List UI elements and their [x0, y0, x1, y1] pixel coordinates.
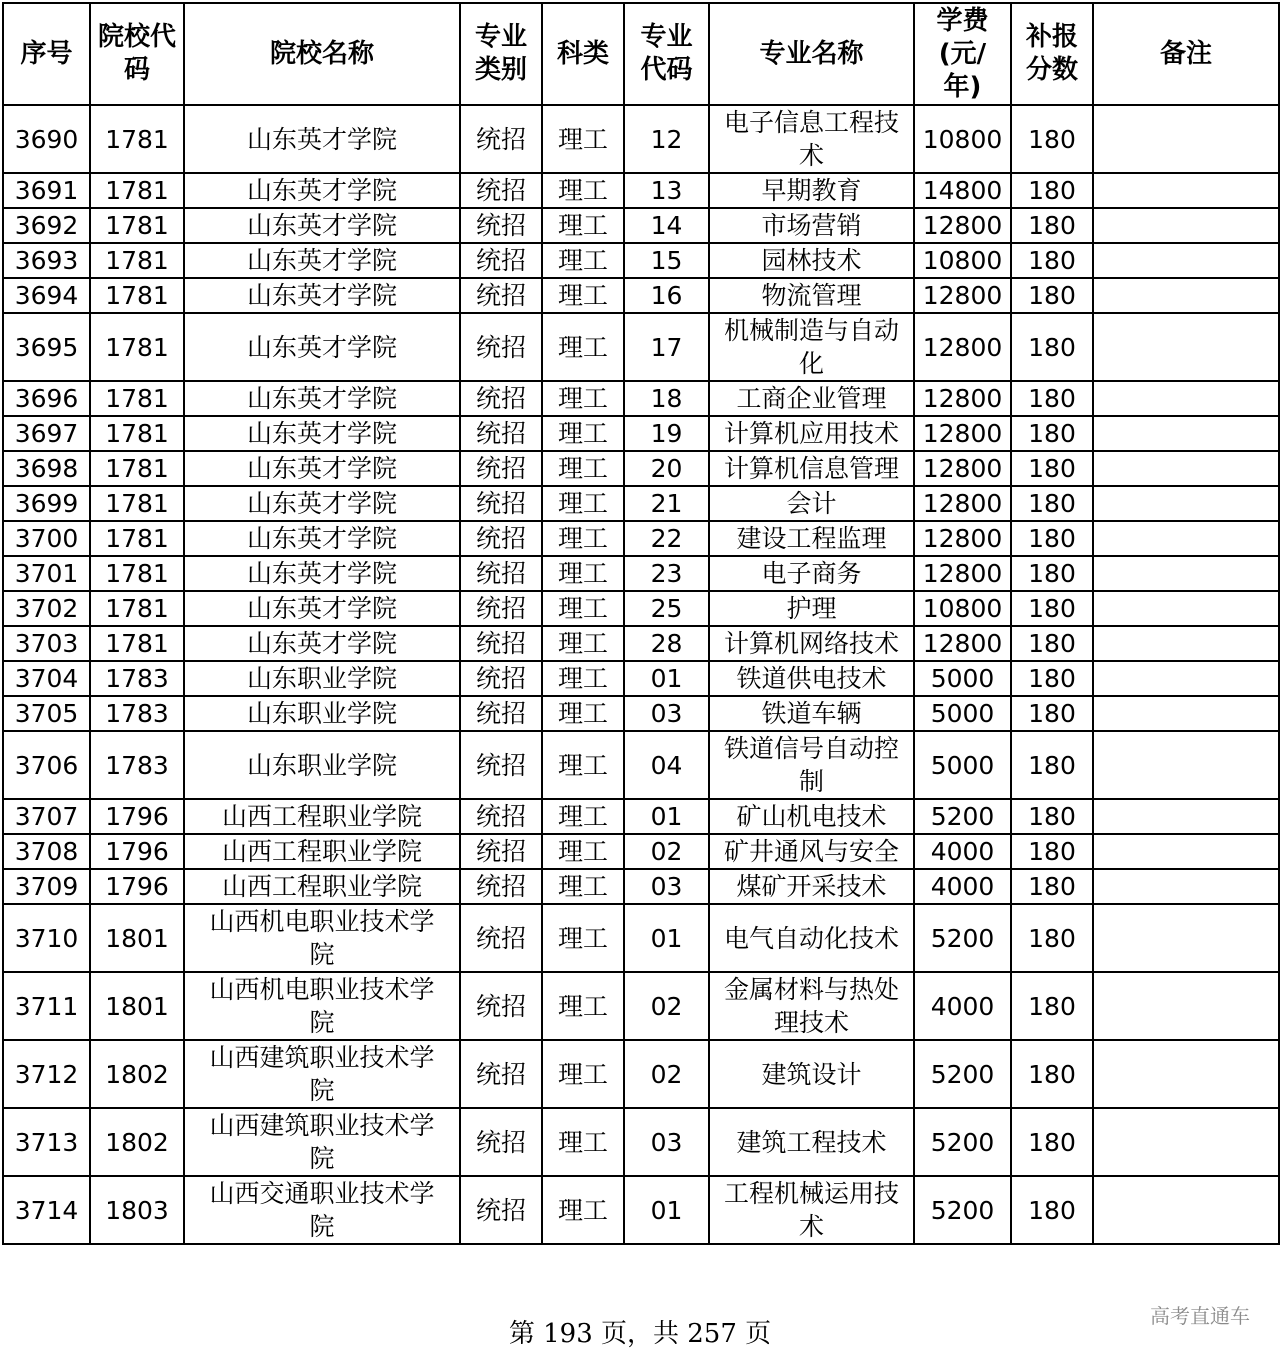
table-row: [3, 381, 1279, 416]
cell-major-name: 会计: [709, 486, 914, 521]
cell-school-code: 1781: [90, 626, 184, 661]
cell-subject: 理工: [542, 1176, 624, 1244]
cell-major-name: 电子信息工程技术: [709, 105, 914, 173]
cell-major-name: 矿山机电技术: [709, 799, 914, 834]
cell-category: 统招: [460, 486, 542, 521]
table-row: [3, 173, 1279, 208]
cell-school-name: 山西工程职业学院: [184, 869, 460, 904]
table-row: [3, 626, 1279, 661]
cell-remark: [1093, 521, 1279, 556]
cell-category: 统招: [460, 731, 542, 799]
cell-subject: 理工: [542, 799, 624, 834]
cell-subject: 理工: [542, 105, 624, 173]
table-row: [3, 1176, 1279, 1244]
cell-remark: [1093, 1176, 1279, 1244]
cell-tuition: 5000: [914, 731, 1011, 799]
cell-major-name: 矿井通风与安全: [709, 834, 914, 869]
cell-major-name: 工商企业管理: [709, 381, 914, 416]
table-row: [3, 486, 1279, 521]
table-row: [3, 243, 1279, 278]
cell-school-name: 山东职业学院: [184, 731, 460, 799]
cell-score: 180: [1011, 626, 1093, 661]
cell-seq: 3713: [3, 1108, 90, 1176]
cell-score: 180: [1011, 834, 1093, 869]
cell-major-code: 01: [624, 799, 709, 834]
header-major-name: 专业名称: [709, 3, 914, 105]
cell-tuition: 12800: [914, 208, 1011, 243]
header-school-name: 院校名称: [184, 3, 460, 105]
cell-school-code: 1781: [90, 556, 184, 591]
cell-category: 统招: [460, 799, 542, 834]
table-row: [3, 904, 1279, 972]
cell-school-name: 山西建筑职业技术学院: [184, 1040, 460, 1108]
cell-school-code: 1781: [90, 105, 184, 173]
cell-major-code: 02: [624, 834, 709, 869]
header-subject: 科类: [542, 3, 624, 105]
cell-subject: 理工: [542, 556, 624, 591]
cell-school-code: 1783: [90, 696, 184, 731]
cell-major-code: 28: [624, 626, 709, 661]
cell-remark: [1093, 278, 1279, 313]
cell-major-code: 04: [624, 731, 709, 799]
cell-major-name: 建筑工程技术: [709, 1108, 914, 1176]
cell-remark: [1093, 381, 1279, 416]
cell-category: 统招: [460, 834, 542, 869]
cell-category: 统招: [460, 521, 542, 556]
cell-seq: 3699: [3, 486, 90, 521]
cell-subject: 理工: [542, 451, 624, 486]
cell-major-name: 电子商务: [709, 556, 914, 591]
cell-score: 180: [1011, 731, 1093, 799]
cell-remark: [1093, 591, 1279, 626]
cell-major-name: 计算机网络技术: [709, 626, 914, 661]
cell-school-name: 山东英才学院: [184, 173, 460, 208]
table-row: [3, 313, 1279, 381]
cell-major-code: 21: [624, 486, 709, 521]
cell-school-name: 山西机电职业技术学院: [184, 904, 460, 972]
cell-category: 统招: [460, 173, 542, 208]
cell-school-name: 山西工程职业学院: [184, 799, 460, 834]
cell-major-code: 18: [624, 381, 709, 416]
cell-remark: [1093, 1040, 1279, 1108]
table-row: [3, 208, 1279, 243]
table-row: [3, 661, 1279, 696]
cell-school-name: 山东英才学院: [184, 556, 460, 591]
cell-subject: 理工: [542, 173, 624, 208]
cell-seq: 3710: [3, 904, 90, 972]
cell-remark: [1093, 834, 1279, 869]
cell-major-code: 02: [624, 972, 709, 1040]
cell-major-code: 01: [624, 904, 709, 972]
table-row: [3, 1108, 1279, 1176]
cell-major-code: 23: [624, 556, 709, 591]
cell-remark: [1093, 799, 1279, 834]
cell-category: 统招: [460, 243, 542, 278]
cell-school-code: 1781: [90, 521, 184, 556]
cell-remark: [1093, 416, 1279, 451]
cell-subject: 理工: [542, 208, 624, 243]
cell-school-name: 山东职业学院: [184, 661, 460, 696]
cell-tuition: 12800: [914, 416, 1011, 451]
cell-category: 统招: [460, 208, 542, 243]
cell-remark: [1093, 626, 1279, 661]
cell-major-name: 计算机应用技术: [709, 416, 914, 451]
cell-school-code: 1781: [90, 173, 184, 208]
cell-category: 统招: [460, 626, 542, 661]
cell-score: 180: [1011, 1176, 1093, 1244]
cell-school-name: 山东英才学院: [184, 278, 460, 313]
header-score: 补报分数: [1011, 3, 1093, 105]
cell-tuition: 12800: [914, 626, 1011, 661]
cell-major-name: 铁道信号自动控制: [709, 731, 914, 799]
cell-seq: 3697: [3, 416, 90, 451]
cell-major-name: 园林技术: [709, 243, 914, 278]
cell-tuition: 10800: [914, 105, 1011, 173]
cell-school-code: 1781: [90, 278, 184, 313]
cell-category: 统招: [460, 278, 542, 313]
table-row: [3, 278, 1279, 313]
cell-school-code: 1796: [90, 869, 184, 904]
cell-subject: 理工: [542, 243, 624, 278]
cell-school-code: 1796: [90, 834, 184, 869]
cell-school-name: 山东英才学院: [184, 243, 460, 278]
cell-school-name: 山东英才学院: [184, 521, 460, 556]
cell-seq: 3712: [3, 1040, 90, 1108]
cell-category: 统招: [460, 661, 542, 696]
cell-seq: 3695: [3, 313, 90, 381]
cell-school-name: 山东英才学院: [184, 313, 460, 381]
cell-category: 统招: [460, 105, 542, 173]
cell-seq: 3703: [3, 626, 90, 661]
cell-school-code: 1802: [90, 1040, 184, 1108]
cell-seq: 3714: [3, 1176, 90, 1244]
cell-major-name: 电气自动化技术: [709, 904, 914, 972]
cell-major-code: 12: [624, 105, 709, 173]
cell-seq: 3706: [3, 731, 90, 799]
cell-major-name: 市场营销: [709, 208, 914, 243]
cell-seq: 3709: [3, 869, 90, 904]
header-school-code: 院校代码: [90, 3, 184, 105]
cell-seq: 3693: [3, 243, 90, 278]
cell-score: 180: [1011, 1040, 1093, 1108]
cell-school-code: 1781: [90, 451, 184, 486]
cell-seq: 3700: [3, 521, 90, 556]
cell-subject: 理工: [542, 416, 624, 451]
table-row: [3, 731, 1279, 799]
cell-subject: 理工: [542, 313, 624, 381]
cell-score: 180: [1011, 904, 1093, 972]
table-row: [3, 834, 1279, 869]
cell-school-name: 山西机电职业技术学院: [184, 972, 460, 1040]
cell-score: 180: [1011, 243, 1093, 278]
cell-category: 统招: [460, 904, 542, 972]
cell-score: 180: [1011, 486, 1093, 521]
cell-major-code: 19: [624, 416, 709, 451]
table-row: [3, 451, 1279, 486]
cell-category: 统招: [460, 313, 542, 381]
table-row: [3, 799, 1279, 834]
header-seq: 序号: [3, 3, 90, 105]
cell-score: 180: [1011, 416, 1093, 451]
cell-major-code: 14: [624, 208, 709, 243]
cell-major-name: 机械制造与自动化: [709, 313, 914, 381]
cell-school-name: 山东英才学院: [184, 416, 460, 451]
cell-category: 统招: [460, 869, 542, 904]
cell-major-name: 建设工程监理: [709, 521, 914, 556]
cell-category: 统招: [460, 696, 542, 731]
header-remark: 备注: [1093, 3, 1279, 105]
cell-major-code: 03: [624, 696, 709, 731]
cell-school-name: 山西交通职业技术学院: [184, 1176, 460, 1244]
cell-tuition: 14800: [914, 173, 1011, 208]
cell-major-code: 01: [624, 661, 709, 696]
table-row: [3, 1040, 1279, 1108]
cell-subject: 理工: [542, 834, 624, 869]
cell-score: 180: [1011, 521, 1093, 556]
cell-remark: [1093, 556, 1279, 591]
cell-major-code: 13: [624, 173, 709, 208]
cell-school-name: 山东英才学院: [184, 381, 460, 416]
cell-remark: [1093, 451, 1279, 486]
cell-school-name: 山西工程职业学院: [184, 834, 460, 869]
cell-subject: 理工: [542, 869, 624, 904]
cell-seq: 3698: [3, 451, 90, 486]
cell-category: 统招: [460, 556, 542, 591]
cell-major-code: 15: [624, 243, 709, 278]
header-category: 专业类别: [460, 3, 542, 105]
cell-school-code: 1803: [90, 1176, 184, 1244]
cell-major-code: 17: [624, 313, 709, 381]
cell-major-name: 早期教育: [709, 173, 914, 208]
cell-major-code: 03: [624, 869, 709, 904]
watermark: 高考直通车: [1150, 1304, 1250, 1328]
cell-major-code: 16: [624, 278, 709, 313]
cell-score: 180: [1011, 278, 1093, 313]
cell-seq: 3711: [3, 972, 90, 1040]
cell-tuition: 5200: [914, 1040, 1011, 1108]
cell-school-name: 山东英才学院: [184, 208, 460, 243]
cell-seq: 3704: [3, 661, 90, 696]
cell-school-code: 1781: [90, 208, 184, 243]
cell-score: 180: [1011, 451, 1093, 486]
cell-seq: 3708: [3, 834, 90, 869]
cell-school-name: 山东英才学院: [184, 591, 460, 626]
cell-score: 180: [1011, 208, 1093, 243]
cell-remark: [1093, 208, 1279, 243]
cell-score: 180: [1011, 1108, 1093, 1176]
cell-score: 180: [1011, 972, 1093, 1040]
cell-tuition: 10800: [914, 591, 1011, 626]
cell-score: 180: [1011, 869, 1093, 904]
cell-remark: [1093, 972, 1279, 1040]
cell-subject: 理工: [542, 591, 624, 626]
cell-school-code: 1801: [90, 972, 184, 1040]
cell-school-name: 山东英才学院: [184, 626, 460, 661]
cell-category: 统招: [460, 416, 542, 451]
cell-subject: 理工: [542, 1040, 624, 1108]
cell-tuition: 5200: [914, 1176, 1011, 1244]
cell-subject: 理工: [542, 731, 624, 799]
cell-major-name: 物流管理: [709, 278, 914, 313]
cell-subject: 理工: [542, 486, 624, 521]
cell-score: 180: [1011, 661, 1093, 696]
cell-school-code: 1781: [90, 416, 184, 451]
cell-school-code: 1796: [90, 799, 184, 834]
header-row: [3, 3, 1279, 105]
cell-subject: 理工: [542, 521, 624, 556]
cell-category: 统招: [460, 591, 542, 626]
cell-major-code: 20: [624, 451, 709, 486]
header-tuition: 学费(元/年): [914, 3, 1011, 105]
cell-remark: [1093, 173, 1279, 208]
admission-table: [2, 2, 1280, 1245]
cell-tuition: 4000: [914, 972, 1011, 1040]
cell-subject: 理工: [542, 696, 624, 731]
cell-school-code: 1781: [90, 243, 184, 278]
table-row: [3, 869, 1279, 904]
cell-tuition: 12800: [914, 278, 1011, 313]
cell-category: 统招: [460, 1108, 542, 1176]
table-row: [3, 972, 1279, 1040]
cell-tuition: 12800: [914, 381, 1011, 416]
cell-major-name: 工程机械运用技术: [709, 1176, 914, 1244]
cell-seq: 3707: [3, 799, 90, 834]
cell-school-code: 1802: [90, 1108, 184, 1176]
cell-major-name: 建筑设计: [709, 1040, 914, 1108]
cell-tuition: 12800: [914, 521, 1011, 556]
cell-subject: 理工: [542, 661, 624, 696]
cell-score: 180: [1011, 173, 1093, 208]
cell-seq: 3692: [3, 208, 90, 243]
cell-category: 统招: [460, 381, 542, 416]
cell-school-code: 1801: [90, 904, 184, 972]
cell-school-code: 1781: [90, 381, 184, 416]
cell-category: 统招: [460, 451, 542, 486]
table-row: [3, 556, 1279, 591]
page-number: 第 193 页，共 257 页: [508, 1319, 772, 1349]
cell-score: 180: [1011, 696, 1093, 731]
table-row: [3, 521, 1279, 556]
cell-seq: 3694: [3, 278, 90, 313]
cell-school-code: 1781: [90, 486, 184, 521]
cell-major-name: 煤矿开采技术: [709, 869, 914, 904]
cell-major-name: 铁道车辆: [709, 696, 914, 731]
cell-tuition: 5200: [914, 1108, 1011, 1176]
cell-subject: 理工: [542, 626, 624, 661]
cell-remark: [1093, 486, 1279, 521]
cell-remark: [1093, 904, 1279, 972]
cell-category: 统招: [460, 1176, 542, 1244]
cell-tuition: 5200: [914, 799, 1011, 834]
cell-subject: 理工: [542, 278, 624, 313]
cell-seq: 3702: [3, 591, 90, 626]
cell-category: 统招: [460, 972, 542, 1040]
cell-school-code: 1781: [90, 313, 184, 381]
cell-remark: [1093, 731, 1279, 799]
cell-tuition: 12800: [914, 451, 1011, 486]
cell-score: 180: [1011, 591, 1093, 626]
cell-subject: 理工: [542, 904, 624, 972]
cell-category: 统招: [460, 1040, 542, 1108]
cell-school-name: 山东英才学院: [184, 451, 460, 486]
cell-score: 180: [1011, 381, 1093, 416]
table-row: [3, 105, 1279, 173]
cell-tuition: 12800: [914, 486, 1011, 521]
cell-school-name: 山东英才学院: [184, 105, 460, 173]
cell-score: 180: [1011, 799, 1093, 834]
cell-tuition: 12800: [914, 313, 1011, 381]
cell-tuition: 12800: [914, 556, 1011, 591]
cell-school-name: 山西建筑职业技术学院: [184, 1108, 460, 1176]
cell-score: 180: [1011, 313, 1093, 381]
cell-remark: [1093, 869, 1279, 904]
cell-major-code: 22: [624, 521, 709, 556]
table-row: [3, 416, 1279, 451]
cell-school-name: 山东英才学院: [184, 486, 460, 521]
cell-tuition: 10800: [914, 243, 1011, 278]
cell-remark: [1093, 696, 1279, 731]
cell-remark: [1093, 105, 1279, 173]
cell-major-name: 金属材料与热处理技术: [709, 972, 914, 1040]
cell-remark: [1093, 661, 1279, 696]
cell-seq: 3705: [3, 696, 90, 731]
cell-school-code: 1783: [90, 661, 184, 696]
cell-score: 180: [1011, 556, 1093, 591]
cell-subject: 理工: [542, 972, 624, 1040]
cell-subject: 理工: [542, 381, 624, 416]
table-row: [3, 591, 1279, 626]
cell-major-code: 25: [624, 591, 709, 626]
cell-tuition: 5000: [914, 661, 1011, 696]
cell-school-code: 1781: [90, 591, 184, 626]
cell-remark: [1093, 243, 1279, 278]
cell-remark: [1093, 313, 1279, 381]
cell-major-code: 02: [624, 1040, 709, 1108]
cell-major-name: 铁道供电技术: [709, 661, 914, 696]
table-row: [3, 696, 1279, 731]
cell-score: 180: [1011, 105, 1093, 173]
header-major-code: 专业代码: [624, 3, 709, 105]
cell-seq: 3696: [3, 381, 90, 416]
cell-major-name: 计算机信息管理: [709, 451, 914, 486]
cell-seq: 3701: [3, 556, 90, 591]
cell-school-code: 1783: [90, 731, 184, 799]
cell-seq: 3690: [3, 105, 90, 173]
cell-seq: 3691: [3, 173, 90, 208]
cell-tuition: 5200: [914, 904, 1011, 972]
cell-school-name: 山东职业学院: [184, 696, 460, 731]
cell-remark: [1093, 1108, 1279, 1176]
cell-major-code: 03: [624, 1108, 709, 1176]
cell-tuition: 4000: [914, 834, 1011, 869]
cell-major-code: 01: [624, 1176, 709, 1244]
cell-tuition: 4000: [914, 869, 1011, 904]
cell-subject: 理工: [542, 1108, 624, 1176]
cell-tuition: 5000: [914, 696, 1011, 731]
cell-major-name: 护理: [709, 591, 914, 626]
